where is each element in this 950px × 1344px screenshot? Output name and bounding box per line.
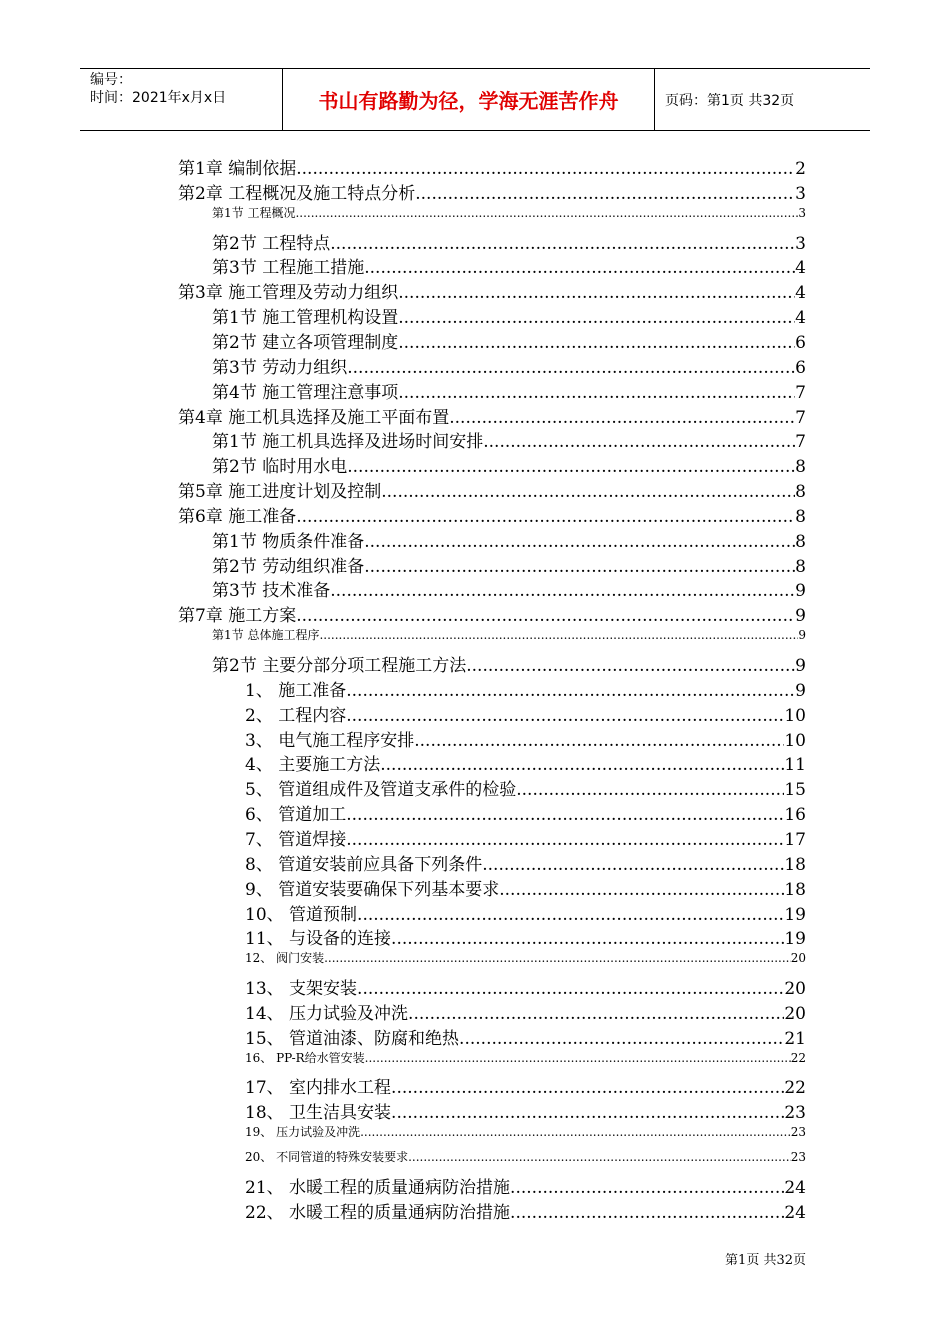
- toc-entry[interactable]: [245, 1098, 806, 1122]
- toc-entry-title: 第4章 施工机具选择及施工平面布置: [178, 407, 450, 427]
- toc-entry-page: 9: [795, 680, 806, 700]
- toc-entry-page: 8: [795, 457, 806, 477]
- toc-entry[interactable]: [212, 378, 806, 402]
- toc-leader-dots: [415, 184, 795, 203]
- toc-entry[interactable]: [212, 452, 806, 476]
- toc-leader-dots: [414, 731, 784, 750]
- toc-entry[interactable]: [178, 601, 806, 625]
- toc-entry[interactable]: [245, 999, 806, 1023]
- toc-leader-dots: [391, 1103, 784, 1122]
- toc-entry-page: 10: [784, 705, 806, 725]
- toc-leader-dots: [319, 628, 798, 642]
- toc-entry[interactable]: [245, 974, 806, 998]
- toc-entry-page: 24: [784, 1202, 806, 1222]
- toc-entry-title: 14、 压力试验及冲洗: [245, 1003, 409, 1023]
- toc-leader-dots: [459, 1029, 784, 1048]
- toc-entry-page: 11: [784, 755, 806, 775]
- toc-entry-page: 22: [784, 1078, 806, 1098]
- toc-entry-page: 7: [795, 382, 806, 402]
- toc-leader-dots: [296, 606, 795, 625]
- toc-entry-title: 13、 支架安装: [245, 979, 358, 999]
- toc-entry[interactable]: [245, 1024, 806, 1048]
- toc-entry[interactable]: [245, 1073, 806, 1097]
- toc-leader-dots: [357, 979, 784, 998]
- toc-entry[interactable]: [245, 800, 806, 824]
- toc-entry-page: 21: [784, 1028, 806, 1048]
- toc-entry[interactable]: [212, 229, 806, 253]
- toc-leader-dots: [510, 1203, 784, 1222]
- toc-entry-page: 8: [795, 482, 806, 502]
- toc-entry-title: 11、 与设备的连接: [245, 929, 392, 949]
- toc-entry[interactable]: [245, 1173, 806, 1197]
- toc-entry-title: 15、 管道油漆、防腐和绝热: [245, 1028, 460, 1048]
- toc-entry-title: 第2节 劳动组织准备: [212, 556, 365, 576]
- toc-entry-page: 6: [795, 357, 806, 377]
- toc-entry[interactable]: [212, 427, 806, 451]
- toc-entry-title: 6、 管道加工: [245, 805, 347, 825]
- toc-entry-title: 3、 电气施工程序安排: [245, 730, 415, 750]
- toc-entry[interactable]: [245, 1148, 806, 1172]
- toc-entry[interactable]: [178, 403, 806, 427]
- toc-entry[interactable]: [245, 775, 806, 799]
- toc-leader-dots: [483, 432, 795, 451]
- toc-entry-page: 8: [795, 506, 806, 526]
- toc-entry-title: 第2节 临时用水电: [212, 457, 348, 477]
- toc-leader-dots: [380, 755, 784, 774]
- toc-leader-dots: [295, 206, 798, 220]
- toc-entry-page: 19: [784, 904, 806, 924]
- toc-entry-title: 第3章 施工管理及劳动力组织: [178, 283, 399, 303]
- toc-leader-dots: [449, 408, 795, 427]
- toc-leader-dots: [364, 532, 795, 551]
- toc-entry-title: 10、 管道预制: [245, 904, 358, 924]
- toc-entry-page: 4: [795, 258, 806, 278]
- toc-leader-dots: [346, 830, 784, 849]
- toc-leader-dots: [330, 581, 795, 600]
- toc-entry-title: 16、 PP-R给水管安装: [245, 1050, 365, 1065]
- toc-entry-title: 第1节 物质条件准备: [212, 531, 365, 551]
- toc-leader-dots: [398, 283, 795, 302]
- toc-entry[interactable]: [245, 924, 806, 948]
- toc-entry[interactable]: [245, 900, 806, 924]
- toc-entry-title: 第2章 工程概况及施工特点分析: [178, 183, 416, 203]
- toc-entry-page: 20: [784, 1003, 806, 1023]
- toc-entry[interactable]: [245, 875, 806, 899]
- toc-entry-title: 第6章 施工准备: [178, 506, 297, 526]
- toc-entry-page: 24: [784, 1177, 806, 1197]
- toc-entry[interactable]: [212, 651, 806, 675]
- toc-entry-page: 6: [795, 332, 806, 352]
- toc-entry[interactable]: [245, 750, 806, 774]
- toc-leader-dots: [408, 1150, 791, 1164]
- header-left-cell: [80, 69, 282, 130]
- toc-leader-dots: [391, 1078, 784, 1097]
- page-footer: 第1页 共32页: [725, 1253, 806, 1268]
- toc-leader-dots: [391, 929, 784, 948]
- toc-entry-title: 2、 工程内容: [245, 705, 347, 725]
- toc-entry[interactable]: [245, 949, 806, 973]
- toc-entry-title: 第1节 工程概况: [212, 205, 296, 220]
- toc-entry-title: 第1节 施工机具选择及进场时间安排: [212, 432, 484, 452]
- toc-entry-title: 21、 水暖工程的质量通病防治措施: [245, 1177, 511, 1197]
- toc-entry[interactable]: [245, 1198, 806, 1222]
- toc-leader-dots: [296, 159, 795, 178]
- toc-entry[interactable]: [245, 726, 806, 750]
- toc-entry-title: 8、 管道安装前应具备下列条件: [245, 854, 483, 874]
- toc-entry-title: 5、 管道组成件及管道支承件的检验: [245, 780, 517, 800]
- toc-entry-page: 22: [790, 1050, 806, 1065]
- time-label: 时间：2021年x月x日: [90, 90, 227, 106]
- toc-entry[interactable]: [245, 1049, 806, 1073]
- toc-entry[interactable]: [178, 502, 806, 526]
- toc-entry-title: 第5章 施工进度计划及控制: [178, 482, 382, 502]
- toc-leader-dots: [510, 1178, 784, 1197]
- toc-entry-title: 17、 室内排水工程: [245, 1078, 392, 1098]
- toc-entry-title: 第3节 劳动力组织: [212, 357, 348, 377]
- toc-entry[interactable]: [212, 353, 806, 377]
- toc-entry-page: 8: [795, 531, 806, 551]
- toc-entry[interactable]: [212, 527, 806, 551]
- toc-entry-page: 15: [784, 780, 806, 800]
- toc-leader-dots: [408, 1004, 784, 1023]
- toc-entry-title: 20、 不同管道的特殊安装要求: [245, 1150, 409, 1164]
- toc-entry[interactable]: [212, 552, 806, 576]
- toc-entry-title: 第3节 技术准备: [212, 581, 331, 601]
- toc-entry[interactable]: [212, 626, 806, 650]
- toc-entry[interactable]: [245, 825, 806, 849]
- toc-entry-page: 23: [790, 1150, 806, 1164]
- toc-leader-dots: [324, 951, 791, 965]
- toc-leader-dots: [346, 681, 795, 700]
- toc-leader-dots: [347, 358, 795, 377]
- toc-entry-title: 18、 卫生洁具安装: [245, 1103, 392, 1123]
- toc-entry[interactable]: [245, 1123, 806, 1147]
- toc-entry[interactable]: [178, 179, 806, 203]
- toc-leader-dots: [482, 855, 784, 874]
- motto: 书山有路勤为径，学海无涯苦作舟: [282, 69, 655, 130]
- toc-leader-dots: [381, 482, 795, 501]
- toc-entry-title: 第4节 施工管理注意事项: [212, 382, 399, 402]
- toc-entry-title: 第1章 编制依据: [178, 159, 297, 178]
- toc-entry-page: 2: [795, 159, 806, 178]
- toc-entry[interactable]: [212, 576, 806, 600]
- toc-entry[interactable]: [212, 204, 806, 228]
- toc-leader-dots: [330, 234, 795, 253]
- toc-entry-page: 10: [784, 730, 806, 750]
- toc-entry[interactable]: [245, 701, 806, 725]
- toc-entry-page: 23: [790, 1125, 806, 1140]
- toc-entry-page: 19: [784, 929, 806, 949]
- toc-entry[interactable]: [178, 154, 806, 178]
- toc-entry-title: 第7章 施工方案: [178, 606, 297, 626]
- toc-leader-dots: [364, 258, 795, 277]
- toc-entry[interactable]: [245, 676, 806, 700]
- toc-entry-page: 4: [795, 283, 806, 303]
- toc-entry-page: 18: [784, 879, 806, 899]
- toc-entry-title: 第3节 工程施工措施: [212, 258, 365, 278]
- toc-leader-dots: [466, 656, 795, 675]
- toc-entry-page: 7: [795, 407, 806, 427]
- toc-entry-title: 22、 水暖工程的质量通病防治措施: [245, 1202, 511, 1222]
- toc-entry-page: 3: [795, 233, 806, 253]
- toc-entry-title: 1、 施工准备: [245, 680, 347, 700]
- toc-entry-page: 18: [784, 854, 806, 874]
- toc-entry-page: 7: [795, 432, 806, 452]
- toc-entry-page: 9: [795, 656, 806, 675]
- toc-entry[interactable]: [212, 303, 806, 327]
- toc-entry-page: 20: [790, 951, 806, 966]
- toc-entry[interactable]: [178, 477, 806, 501]
- toc-entry-page: 4: [795, 308, 806, 328]
- page-header: [80, 68, 870, 131]
- toc-leader-dots: [499, 880, 784, 899]
- toc-entry-page: 3: [795, 183, 806, 203]
- toc-entry-title: 第1节 施工管理机构设置: [212, 308, 399, 328]
- toc-entry[interactable]: [212, 328, 806, 352]
- toc-entry-page: 16: [784, 805, 806, 825]
- toc-entry-title: 19、 压力试验及冲洗: [245, 1125, 361, 1140]
- toc-leader-dots: [346, 805, 784, 824]
- toc-entry-page: 9: [798, 628, 806, 643]
- toc-leader-dots: [357, 905, 784, 924]
- toc-leader-dots: [398, 308, 795, 327]
- toc-leader-dots: [347, 457, 795, 476]
- toc-entry-title: 4、 主要施工方法: [245, 755, 381, 775]
- toc-leader-dots: [398, 333, 795, 352]
- toc-entry-page: 8: [795, 556, 806, 576]
- toc-leader-dots: [346, 706, 784, 725]
- toc-entry-page: 3: [798, 205, 806, 220]
- toc-entry-page: 9: [795, 581, 806, 601]
- header-page-info: 页码：第1页 共32页: [665, 92, 795, 109]
- toc-entry-title: 第2节 建立各项管理制度: [212, 332, 399, 352]
- toc-leader-dots: [364, 557, 795, 576]
- toc-entry-title: 第1节 总体施工程序: [212, 628, 320, 643]
- toc-entry-page: 17: [784, 829, 806, 849]
- toc-entry-page: 23: [784, 1103, 806, 1123]
- toc-entry-page: 9: [795, 606, 806, 626]
- toc-entry[interactable]: [178, 278, 806, 302]
- toc-leader-dots: [360, 1125, 791, 1139]
- serial-label: 编号：: [90, 72, 132, 88]
- toc-leader-dots: [398, 383, 795, 402]
- toc-leader-dots: [365, 1051, 791, 1065]
- toc-entry[interactable]: [245, 850, 806, 874]
- toc-entry-title: 第2节 工程特点: [212, 233, 331, 253]
- toc-entry-page: 20: [784, 979, 806, 999]
- toc-leader-dots: [296, 507, 795, 526]
- toc-entry-title: 第2节 主要分部分项工程施工方法: [212, 656, 467, 675]
- toc-entry-title: 9、 管道安装要确保下列基本要求: [245, 879, 500, 899]
- toc-entry-title: 12、 阀门安装: [245, 951, 325, 966]
- toc-leader-dots: [516, 780, 784, 799]
- toc-entry-title: 7、 管道焊接: [245, 829, 347, 849]
- toc-entry[interactable]: [212, 253, 806, 277]
